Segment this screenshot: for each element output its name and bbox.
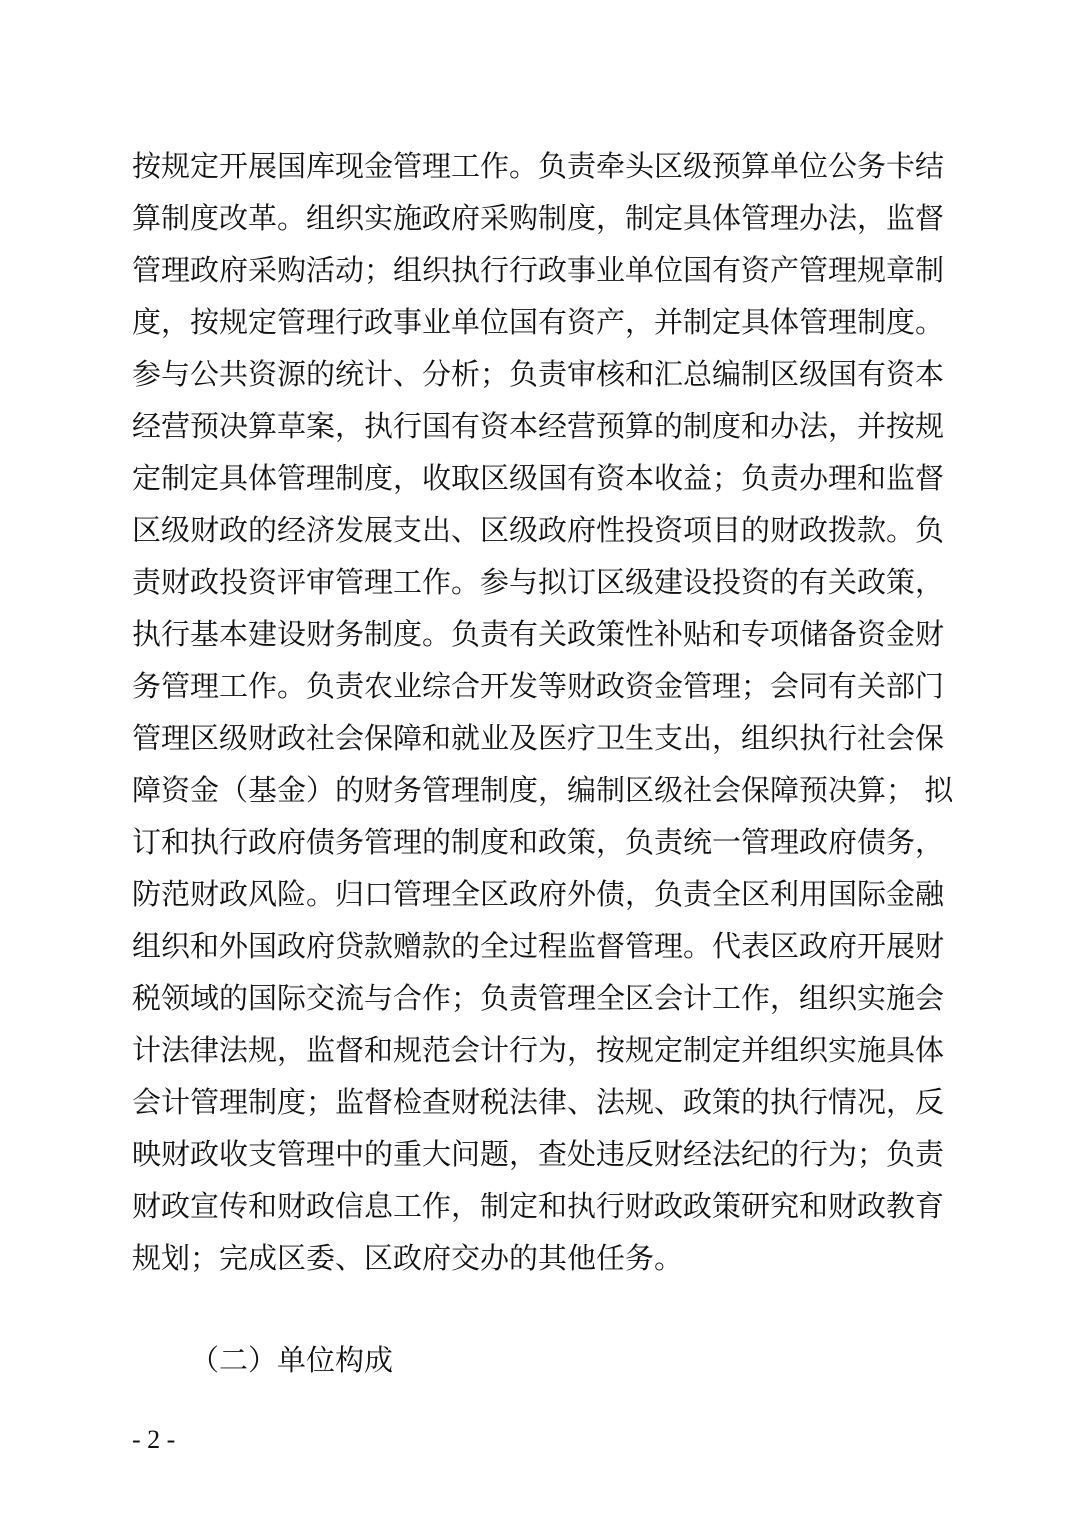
page-number: - 2 - [132,1425,176,1454]
paragraph-line: 参与公共资源的统计、分析；负责审核和汇总编制区级国有资本 [132,357,945,391]
paragraph-line: 度，按规定管理行政事业单位国有资产，并制定具体管理制度。 [132,305,945,339]
paragraph-line: 会计管理制度；监督检查财税法律、法规、政策的执行情况，反 [132,1085,945,1119]
paragraph-line: 管理区级财政社会保障和就业及医疗卫生支出，组织执行社会保 [132,721,945,755]
paragraph-line: 算制度改革。组织实施政府采购制度，制定具体管理办法，监督 [132,201,945,235]
paragraph-line: 财政宣传和财政信息工作，制定和执行财政政策研究和财政教育 [132,1189,945,1223]
paragraph-line: 经营预决算草案，执行国有资本经营预算的制度和办法，并按规 [132,409,945,443]
paragraph-line: 务管理工作。负责农业综合开发等财政资金管理；会同有关部门 [132,669,945,703]
body-paragraph [132,140,954,1284]
paragraph-line: 区级财政的经济发展支出、区级政府性投资项目的财政拨款。负 [132,513,945,547]
paragraph-line: 计法律法规，监督和规范会计行为，按规定制定并组织实施具体 [132,1033,945,1067]
paragraph-line: 按规定开展国库现金管理工作。负责牵头区级预算单位公务卡结 [132,149,945,183]
paragraph-line: 责财政投资评审管理工作。参与拟订区级建设投资的有关政策， [132,565,945,599]
paragraph-line-last: 规划；完成区委、区政府交办的其他任务。 [132,1241,684,1275]
paragraph-line: 防范财政风险。归口管理全区政府外债，负责全区利用国际金融 [132,877,945,911]
section-heading: （二）单位构成 [190,1343,394,1377]
paragraph-line: 管理政府采购活动；组织执行行政事业单位国有资产管理规章制 [132,253,945,287]
paragraph-line: 定制定具体管理制度，收取区级国有资本收益；负责办理和监督 [132,461,945,495]
paragraph-line: 障资金（基金）的财务管理制度，编制区级社会保障预决算； 拟 [132,773,954,807]
paragraph-line: 映财政收支管理中的重大问题，查处违反财经法纪的行为；负责 [132,1137,945,1171]
paragraph-line: 组织和外国政府贷款赠款的全过程监督管理。代表区政府开展财 [132,929,945,963]
paragraph-line: 税领域的国际交流与合作；负责管理全区会计工作，组织实施会 [132,981,945,1015]
paragraph-line: 订和执行政府债务管理的制度和政策，负责统一管理政府债务， [132,825,945,859]
paragraph-line: 执行基本建设财务制度。负责有关政策性补贴和专项储备资金财 [132,617,945,651]
